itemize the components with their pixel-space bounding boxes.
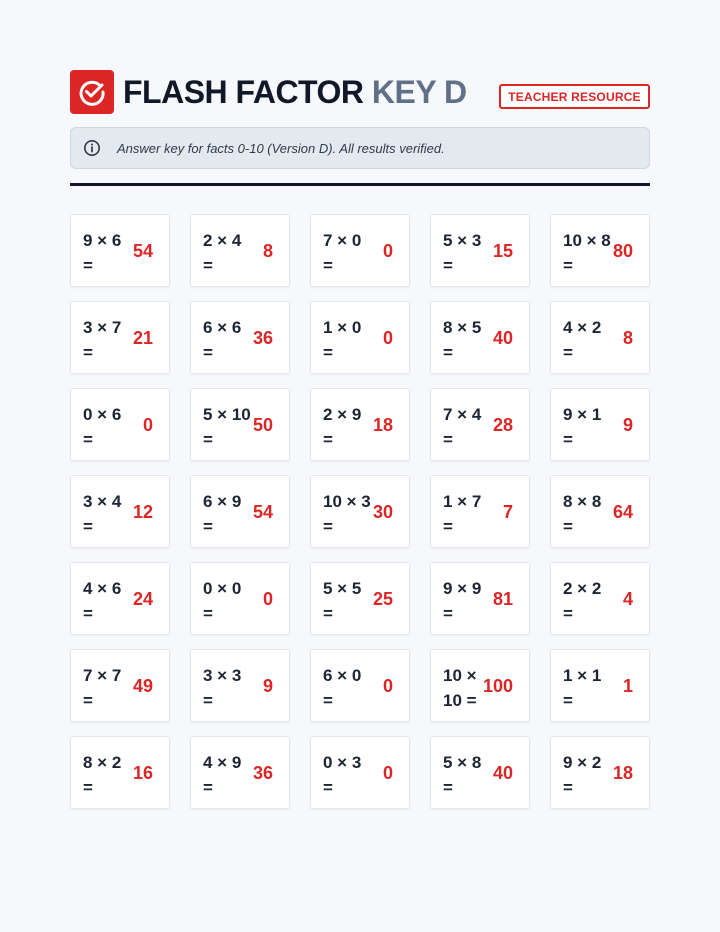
- fact-card: [190, 562, 290, 635]
- fact-problem: 9 × 9 =: [443, 579, 482, 623]
- fact-answer: 64: [612, 502, 633, 522]
- fact-answer: 18: [612, 763, 633, 783]
- check-circle-icon: [70, 70, 114, 114]
- fact-answer: 30: [372, 502, 393, 522]
- fact-problem: 6 × 9 =: [203, 492, 242, 536]
- fact-card: [190, 736, 290, 809]
- fact-problem: 1 × 1 =: [563, 666, 602, 710]
- fact-card: [550, 562, 650, 635]
- fact-card: [550, 301, 650, 374]
- fact-card: [70, 736, 170, 809]
- fact-problem: 2 × 4 =: [203, 231, 242, 275]
- fact-card: [430, 562, 530, 635]
- fact-answer: 24: [132, 589, 153, 609]
- fact-answer: 40: [492, 763, 513, 783]
- fact-answer: 8: [622, 328, 633, 348]
- fact-problem: 10 × 3 =: [323, 492, 371, 536]
- fact-answer: 21: [132, 328, 153, 348]
- fact-answer: 49: [132, 676, 153, 696]
- fact-answer: 54: [132, 241, 153, 261]
- page-title: [123, 70, 467, 114]
- fact-card: [310, 301, 410, 374]
- fact-problem: 2 × 2 =: [563, 579, 602, 623]
- fact-problem: 1 × 0 =: [323, 318, 362, 362]
- fact-answer: 0: [382, 328, 393, 348]
- fact-problem: 10 × 10 =: [443, 666, 477, 710]
- fact-card-grid: [70, 214, 650, 809]
- teacher-resource-badge: TEACHER RESOURCE: [499, 84, 650, 109]
- fact-problem: 9 × 1 =: [563, 405, 602, 449]
- fact-problem: 3 × 3 =: [203, 666, 242, 710]
- fact-problem: 8 × 5 =: [443, 318, 482, 362]
- fact-answer: 9: [262, 676, 273, 696]
- fact-card: [70, 301, 170, 374]
- fact-problem: 6 × 0 =: [323, 666, 362, 710]
- fact-card: [310, 388, 410, 461]
- fact-answer: 4: [622, 589, 633, 609]
- fact-answer: 54: [252, 502, 273, 522]
- fact-problem: 4 × 6 =: [83, 579, 122, 623]
- fact-problem: 5 × 10 =: [203, 405, 251, 449]
- fact-card: [70, 649, 170, 722]
- fact-card: [190, 301, 290, 374]
- fact-card: [430, 388, 530, 461]
- fact-answer: 36: [252, 763, 273, 783]
- fact-answer: 9: [622, 415, 633, 435]
- header: [70, 70, 650, 114]
- fact-answer: 36: [252, 328, 273, 348]
- fact-answer: 18: [372, 415, 393, 435]
- fact-problem: 8 × 8 =: [563, 492, 602, 536]
- fact-card: [70, 214, 170, 287]
- title-main: FLASH FACTOR: [123, 74, 364, 110]
- fact-answer: 12: [132, 502, 153, 522]
- fact-problem: 5 × 3 =: [443, 231, 482, 275]
- fact-problem: 5 × 8 =: [443, 753, 482, 797]
- fact-problem: 10 × 8 =: [563, 231, 611, 275]
- fact-problem: 3 × 7 =: [83, 318, 122, 362]
- fact-card: [190, 649, 290, 722]
- fact-answer: 15: [492, 241, 513, 261]
- fact-card: [70, 562, 170, 635]
- fact-answer: 81: [492, 589, 513, 609]
- fact-problem: 4 × 2 =: [563, 318, 602, 362]
- fact-problem: 9 × 2 =: [563, 753, 602, 797]
- fact-problem: 7 × 4 =: [443, 405, 482, 449]
- fact-card: [550, 214, 650, 287]
- fact-problem: 0 × 6 =: [83, 405, 122, 449]
- fact-problem: 2 × 9 =: [323, 405, 362, 449]
- fact-card: [70, 475, 170, 548]
- fact-card: [70, 388, 170, 461]
- fact-problem: 4 × 9 =: [203, 753, 242, 797]
- fact-card: [550, 388, 650, 461]
- fact-card: [430, 736, 530, 809]
- fact-card: [190, 475, 290, 548]
- fact-answer: 0: [262, 589, 273, 609]
- fact-problem: 9 × 6 =: [83, 231, 122, 275]
- fact-problem: 6 × 6 =: [203, 318, 242, 362]
- fact-answer: 50: [252, 415, 273, 435]
- fact-card: [430, 649, 530, 722]
- fact-answer: 1: [622, 676, 633, 696]
- fact-problem: 0 × 0 =: [203, 579, 242, 623]
- fact-problem: 8 × 2 =: [83, 753, 122, 797]
- fact-card: [550, 649, 650, 722]
- fact-problem: 0 × 3 =: [323, 753, 362, 797]
- fact-problem: 3 × 4 =: [83, 492, 122, 536]
- fact-card: [430, 475, 530, 548]
- fact-card: [190, 214, 290, 287]
- fact-answer: 40: [492, 328, 513, 348]
- fact-answer: 0: [382, 763, 393, 783]
- fact-answer: 8: [262, 241, 273, 261]
- fact-problem: 7 × 7 =: [83, 666, 122, 710]
- fact-answer: 28: [492, 415, 513, 435]
- fact-problem: 7 × 0 =: [323, 231, 362, 275]
- fact-answer: 25: [372, 589, 393, 609]
- fact-card: [310, 475, 410, 548]
- fact-card: [310, 649, 410, 722]
- notice-text: Answer key for facts 0-10 (Version D). All results verified.: [117, 140, 445, 156]
- fact-card: [190, 388, 290, 461]
- fact-card: [550, 475, 650, 548]
- fact-answer: 0: [382, 676, 393, 696]
- fact-answer: 100: [482, 676, 513, 696]
- fact-answer: 7: [502, 502, 513, 522]
- fact-card: [430, 301, 530, 374]
- fact-answer: 16: [132, 763, 153, 783]
- fact-problem: 5 × 5 =: [323, 579, 362, 623]
- divider: [70, 183, 650, 186]
- fact-card: [550, 736, 650, 809]
- fact-card: [310, 214, 410, 287]
- fact-answer: 0: [142, 415, 153, 435]
- fact-card: [430, 214, 530, 287]
- title-key: KEY D: [371, 74, 467, 110]
- fact-answer: 80: [612, 241, 633, 261]
- info-icon: [83, 139, 101, 157]
- fact-problem: 1 × 7 =: [443, 492, 482, 536]
- fact-answer: 0: [382, 241, 393, 261]
- fact-card: [310, 736, 410, 809]
- fact-card: [310, 562, 410, 635]
- info-notice: [70, 127, 650, 169]
